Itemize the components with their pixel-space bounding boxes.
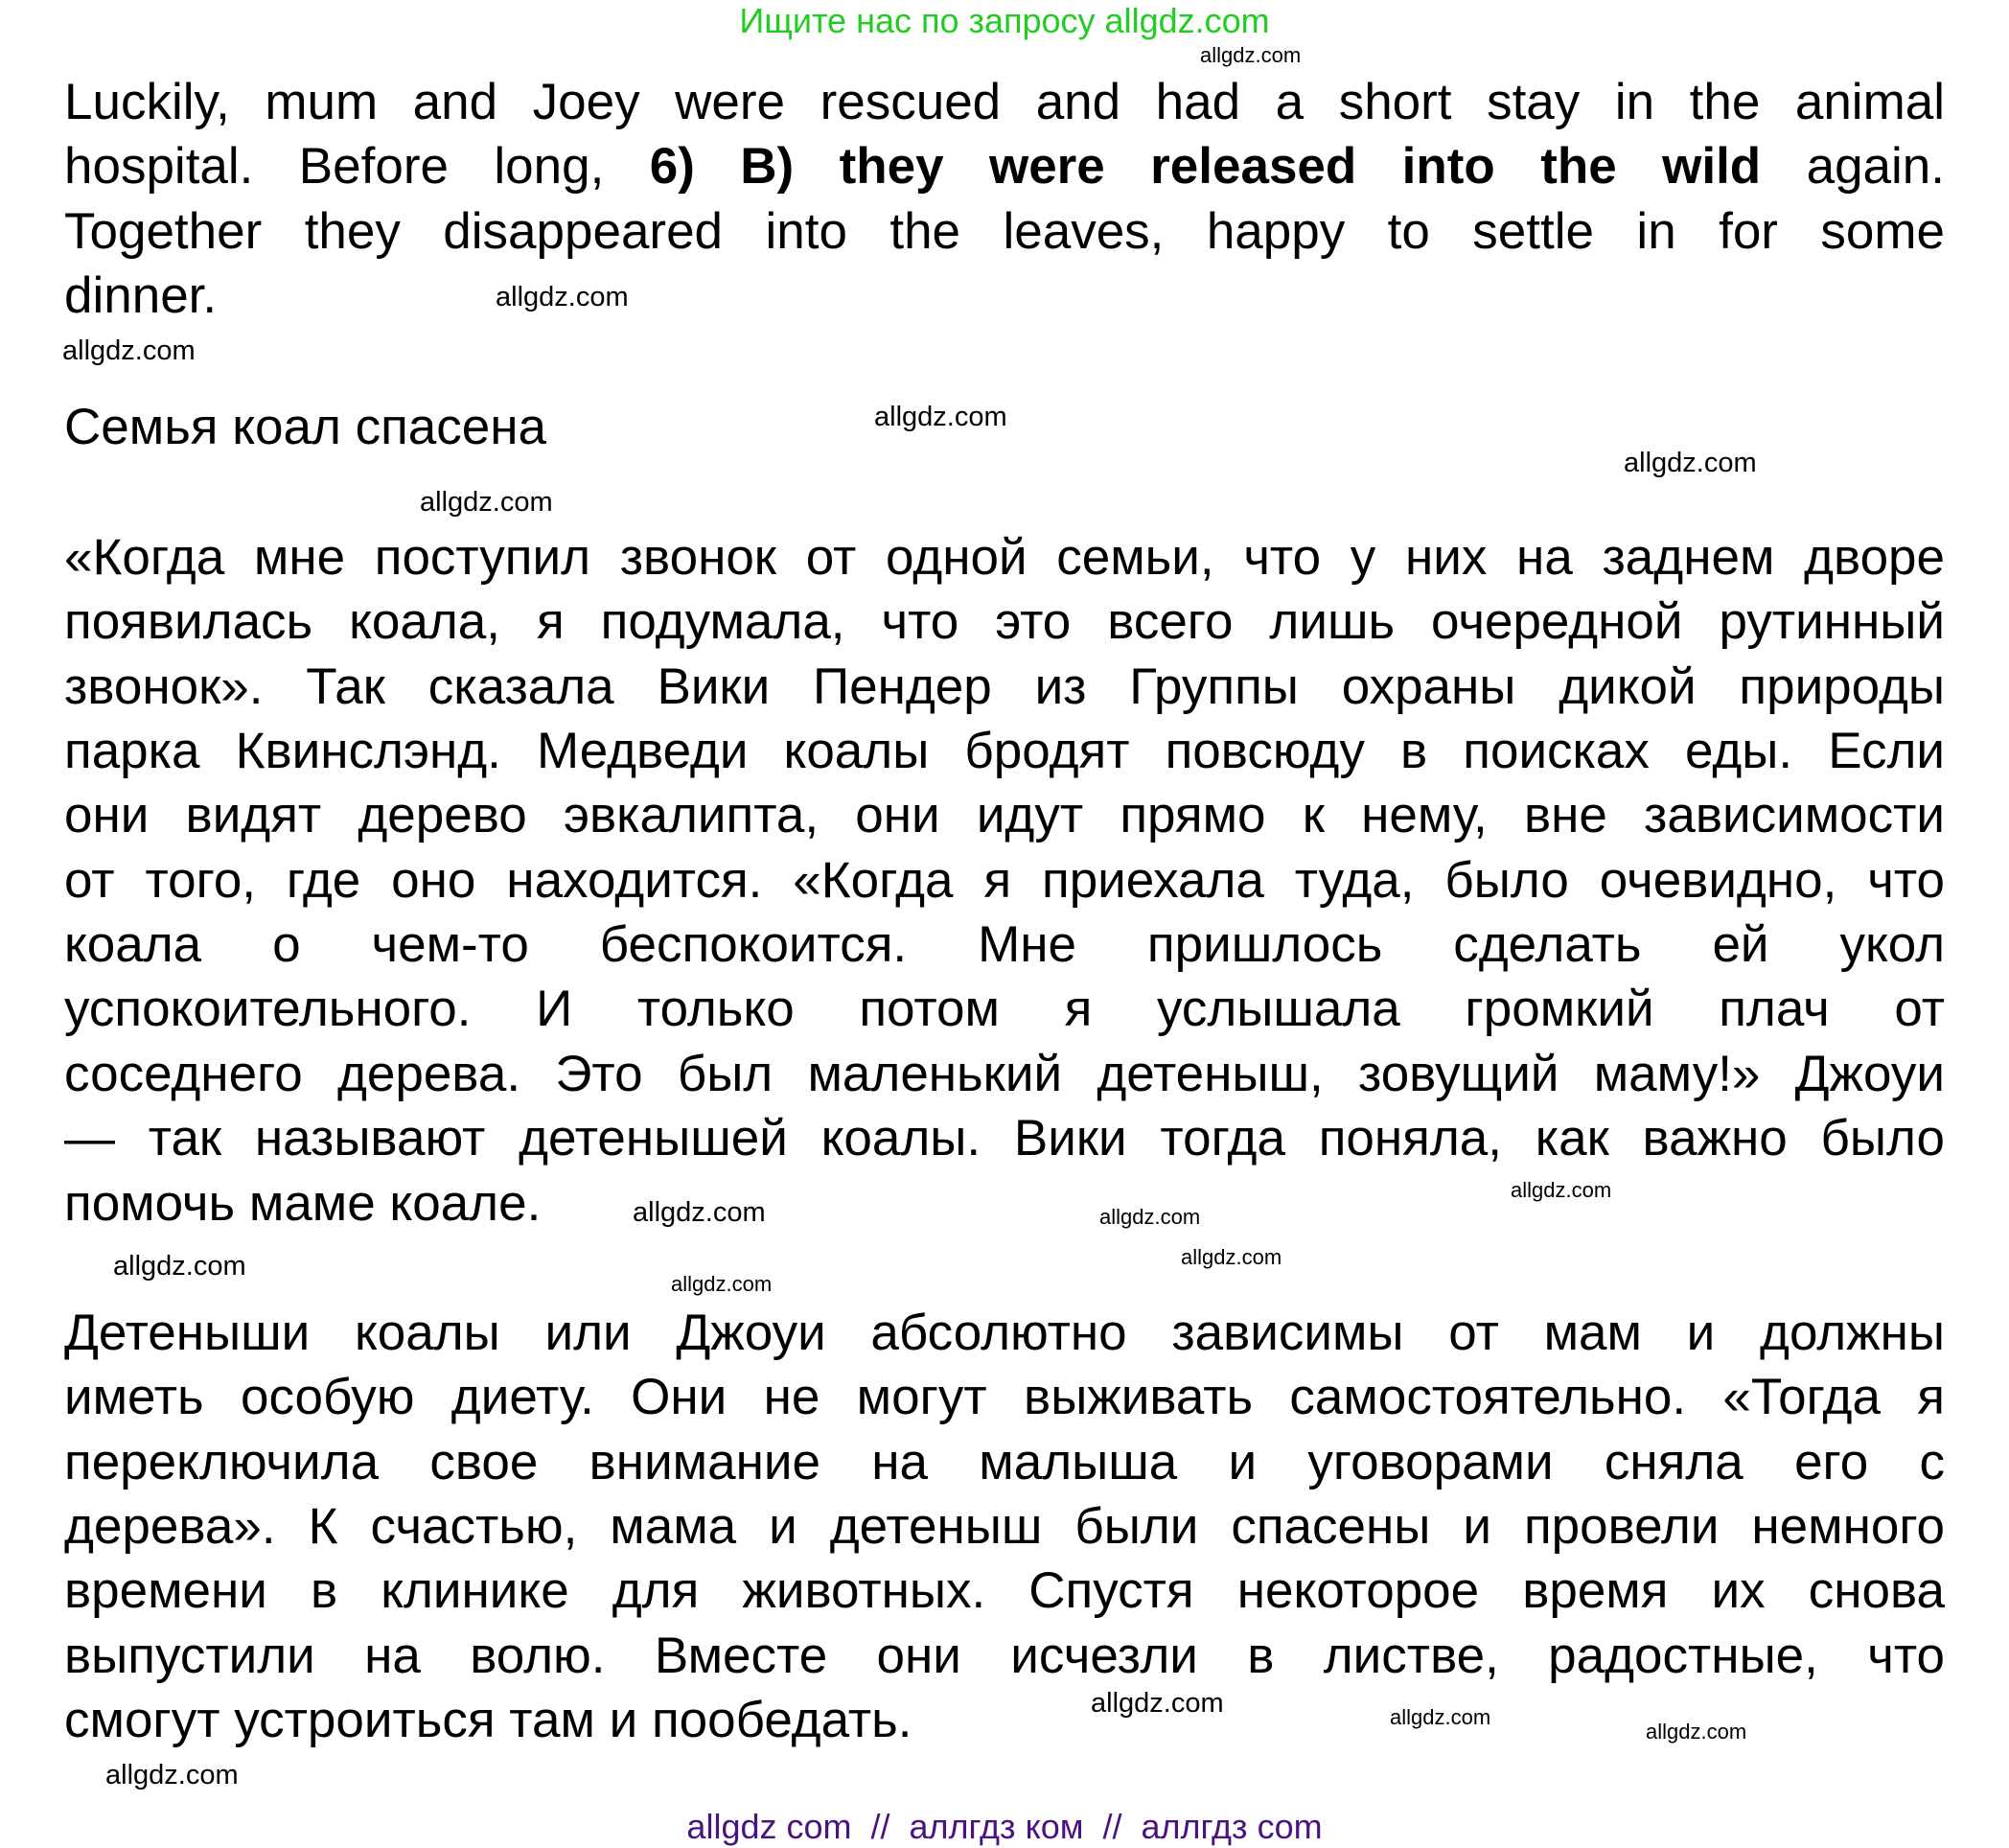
watermark: allgdz.com bbox=[496, 282, 629, 312]
text-segment: успокоительного. И только потом я услышала громкий плач от bbox=[64, 981, 1945, 1038]
text-segment: Together they disappeared into the leaves, happy to settle in for some bbox=[64, 202, 1945, 260]
text-segment: соседнего дерева. Это был маленький детеныш, зовущий маму!» Джоуи bbox=[64, 1045, 1945, 1102]
paragraph-3-line bbox=[64, 1559, 1945, 1623]
answer-highlight: 6) B) they were released into the wild bbox=[649, 138, 1762, 196]
watermark: allgdz.com bbox=[1624, 448, 1757, 478]
watermark: allgdz.com bbox=[1091, 1688, 1224, 1719]
text-segment: парка Квинслэнд. Медведи коалы бродят повсюду в поисках еды. Если bbox=[64, 723, 1945, 780]
text-segment: hospital. Before long, bbox=[64, 138, 650, 196]
watermark: allgdz.com bbox=[420, 487, 553, 518]
watermark: allgdz.com bbox=[671, 1272, 773, 1296]
paragraph-2-line bbox=[64, 719, 1945, 783]
footer-links: allgdz com // аллгдз ком // аллгдз com bbox=[686, 1807, 1323, 1846]
paragraph-1-line bbox=[64, 264, 217, 328]
paragraph-1-line bbox=[64, 199, 1945, 264]
paragraph-2-line bbox=[64, 783, 1945, 847]
paragraph-2-line bbox=[64, 1106, 1945, 1170]
text-segment: смогут устроиться там и пообедать. bbox=[64, 1692, 912, 1749]
watermark: allgdz.com bbox=[113, 1251, 246, 1282]
paragraph-2-line bbox=[64, 655, 1945, 719]
paragraph-2-line bbox=[64, 1171, 541, 1236]
text-segment: again. bbox=[1761, 138, 1945, 196]
watermark: allgdz.com bbox=[874, 402, 1007, 432]
text-segment: — так называют детенышей коалы. Вики тогда поняла, как важно было bbox=[64, 1110, 1945, 1167]
paragraph-3-line bbox=[64, 1624, 1945, 1688]
watermark: allgdz.com bbox=[62, 335, 196, 366]
search-banner: Ищите нас по запросу allgdz.com bbox=[739, 1, 1270, 40]
watermark: allgdz.com bbox=[1099, 1205, 1201, 1229]
paragraph-2-line bbox=[64, 589, 1945, 654]
text-segment: Детеныши коалы или Джоуи абсолютно зависимы от мам и должны bbox=[64, 1305, 1945, 1361]
text-segment: помочь маме коале. bbox=[64, 1174, 542, 1232]
text-segment: иметь особую диету. Они не могут выживать самостоятельно. «Тогда я bbox=[64, 1369, 1945, 1426]
watermark: allgdz.com bbox=[633, 1197, 766, 1228]
text-segment: появилась коала, я подумала, что это всего лишь очередной рутинный bbox=[64, 593, 1945, 651]
text-segment: выпустили на волю. Вместе они исчезли в листве, радостные, что bbox=[64, 1627, 1945, 1684]
watermark: allgdz.com bbox=[1200, 43, 1302, 67]
text-segment: они видят дерево эвкалипта, они идут прямо к нему, вне зависимости bbox=[64, 787, 1945, 844]
paragraph-3-line bbox=[64, 1301, 1945, 1365]
paragraph-2-line bbox=[64, 848, 1945, 912]
watermark: allgdz.com bbox=[105, 1760, 239, 1790]
text-segment: dinner. bbox=[64, 267, 218, 325]
text-segment: дерева». К счастью, мама и детеныш были спасены и провели немного bbox=[64, 1498, 1945, 1556]
paragraph-3-line bbox=[64, 1365, 1945, 1429]
paragraph-2-line bbox=[64, 1042, 1945, 1106]
watermark: allgdz.com bbox=[1646, 1720, 1747, 1744]
watermark: allgdz.com bbox=[1390, 1705, 1491, 1729]
paragraph-1-line bbox=[64, 70, 1945, 134]
text-segment: от того, где оно находится. «Когда я приехала туда, было очевидно, что bbox=[64, 851, 1945, 909]
text-segment: Luckily, mum and Joey were rescued and had a short stay in the animal bbox=[64, 74, 1945, 130]
paragraph-3-line bbox=[64, 1494, 1945, 1559]
watermark: allgdz.com bbox=[1181, 1245, 1282, 1269]
text-segment: «Когда мне поступил звонок от одной семьи, что у них на заднем дворе bbox=[64, 529, 1945, 586]
text-segment: коала о чем-то беспокоится. Мне пришлось сделать ей укол bbox=[64, 916, 1945, 974]
text-segment: звонок». Так сказала Вики Пендер из Группы охраны дикой природы bbox=[64, 658, 1945, 715]
text-segment: переключила свое внимание на малыша и уговорами сняла его с bbox=[64, 1433, 1945, 1490]
paragraph-3-line bbox=[64, 1688, 912, 1752]
paragraph-3-line bbox=[64, 1430, 1945, 1494]
paragraph-1-line bbox=[64, 134, 1945, 198]
watermark: allgdz.com bbox=[1511, 1178, 1612, 1202]
paragraph-2-line bbox=[64, 912, 1945, 977]
paragraph-2-line bbox=[64, 525, 1945, 589]
section-heading: Семья коал спасена bbox=[64, 399, 547, 455]
paragraph-2-line bbox=[64, 977, 1945, 1041]
text-segment: времени в клинике для животных. Спустя некоторое время их снова bbox=[64, 1562, 1945, 1620]
